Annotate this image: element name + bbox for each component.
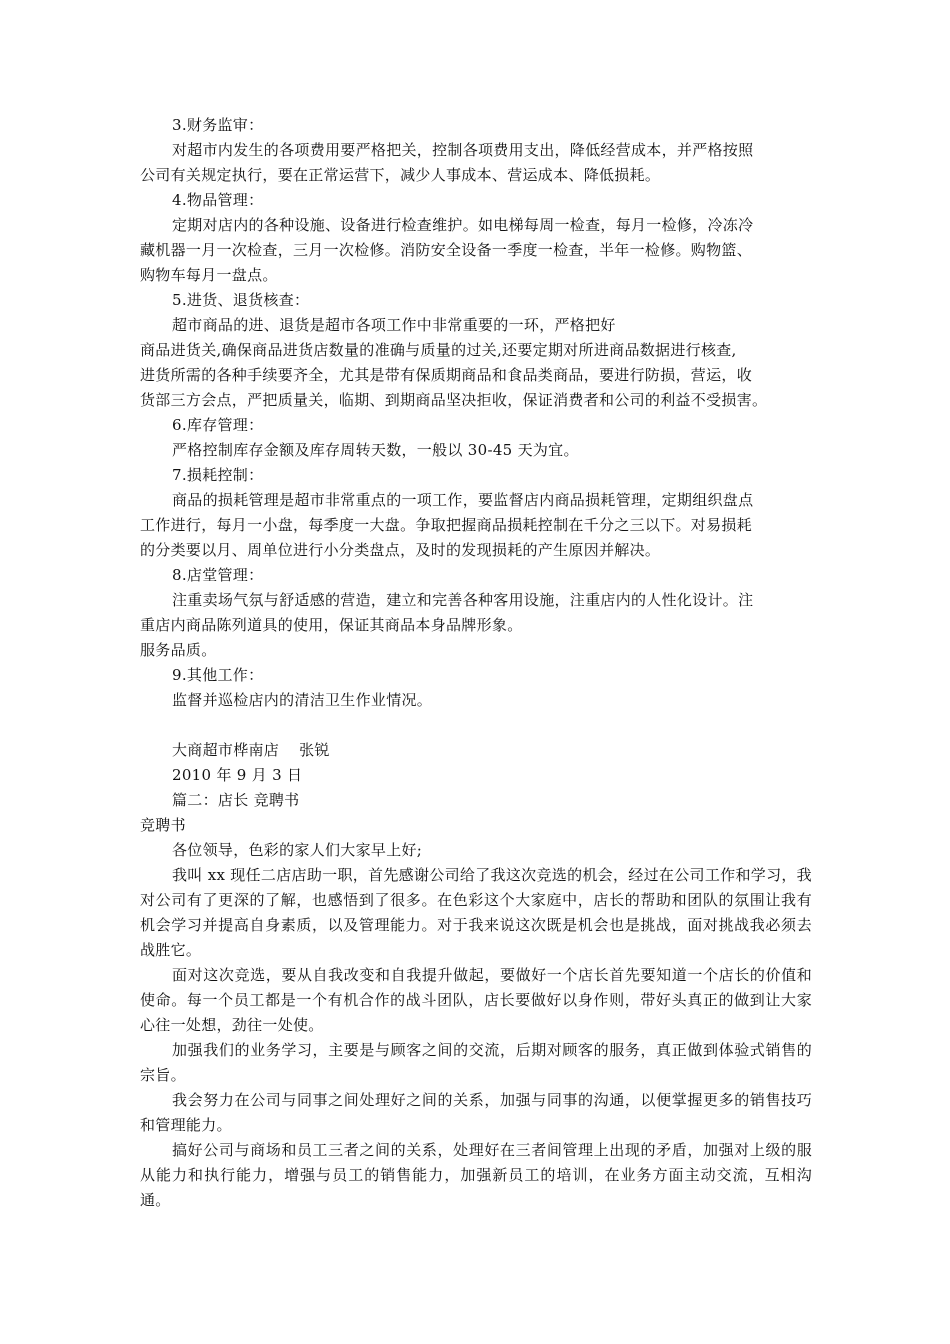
signature-person: 张锐 [299,741,330,759]
section-9-line-1: 监督并巡检店内的清洁卫生作业情况。 [172,691,433,709]
signature-store: 大商超市桦南店 [172,741,280,759]
section-7-line-3: 的分类要以月、周单位进行小分类盘点，及时的发现损耗的产生原因并解决。 [140,541,661,559]
section-8-heading: 8.店堂管理： [172,566,264,584]
section-4-heading: 4.物品管理： [172,191,264,209]
greeting: 各位领导，色彩的家人们大家早上好; [172,841,423,859]
paragraph-4: 我会努力在公司与同事之间处理好之间的关系，加强与同事的沟通，以便掌握更多的销售技巧和管理能力。 [140,1091,812,1134]
section-9-heading: 9.其他工作： [172,666,264,684]
paragraph-3: 加强我们的业务学习，主要是与顾客之间的交流，后期对顾客的服务，真正做到体验式销售的宗旨。 [140,1041,812,1084]
section-5-line-1: 超市商品的进、退货是超市各项工作中非常重要的一环，严格把好 [172,316,616,334]
section-5-line-4: 货部三方会点，严把质量关，临期、到期商品坚决拒收，保证消费者和公司的利益不受损害。 [140,391,768,409]
section-5-heading: 5.进货、退货核查： [172,291,310,309]
paragraph-2: 面对这次竞选，要从自我改变和自我提升做起，要做好一个店长首先要知道一个店长的价值和使命。每一个员工都是一个有机合作的战斗团队，店长要做好以身作则，带好头真正的做到让大家心往一处想，劲往一处使。 [140,966,812,1034]
section-7-line-2: 工作进行，每月一小盘，每季度一大盘。争取把握商品损耗控制在千分之三以下。对易损耗 [140,516,753,534]
section-3-line-1: 对超市内发生的各项费用要严格把关，控制各项费用支出，降低经营成本，并严格按照 [172,141,754,159]
section-3-line-2: 公司有关规定执行，要在正常运营下，减少人事成本、营运成本、降低损耗。 [140,166,661,184]
section-6-heading: 6.库存管理： [172,416,264,434]
section-8-line-1: 注重卖场气氛与舒适感的营造，建立和完善各种客用设施，注重店内的人性化设计。注 [172,591,754,609]
section-8-line-2: 重店内商品陈列道具的使用，保证其商品本身品牌形象。 [140,616,523,634]
section-3-heading: 3.财务监审： [172,116,264,134]
paragraph-1: 我叫 xx 现任二店店助一职，首先感谢公司给了我这次竞选的机会，经过在公司工作和学习，我对公司有了更深的了解，也感悟到了很多。在色彩这个大家庭中，店长的帮助和团队的氛围让我有机会学习并提高自身素质，以及管理能力。对于我来说这次既是机会也是挑战，面对挑战我必须去战胜它。 [140,866,812,959]
section-7-line-1: 商品的损耗管理是超市非常重点的一项工作，要监督店内商品损耗管理，定期组织盘点 [172,491,754,509]
paragraph-5: 搞好公司与商场和员工三者之间的关系，处理好在三者间管理上出现的矛盾，加强对上级的服从能力和执行能力，增强与员工的销售能力，加强新员工的培训，在业务方面主动交流，互相沟通。 [140,1141,812,1209]
signature-date: 2010 年 9 月 3 日 [172,766,303,784]
section-6-line-1: 严格控制库存金额及库存周转天数，一般以 30-45 天为宜。 [172,441,579,459]
signature-line [140,738,812,763]
document-page [140,113,812,1213]
section-7-heading: 7.损耗控制： [172,466,264,484]
part-2-heading: 篇二：店长 竞聘书 [172,791,300,809]
section-5-line-2: 商品进货关,确保商品进货店数量的准确与质量的过关,还要定期对所进商品数据进行核查, [140,341,737,359]
section-4-line-3: 购物车每月一盘点。 [140,266,278,284]
section-5-line-3: 进货所需的各种手续要齐全，尤其是带有保质期商品和食品类商品，要进行防损，营运，收 [140,366,753,384]
blank-line [140,713,812,738]
section-4-line-2: 藏机器一月一次检查，三月一次检修。消防安全设备一季度一检查，半年一检修。购物篮、 [140,241,753,259]
document-title: 竞聘书 [140,816,186,834]
section-8-line-3: 服务品质。 [140,641,217,659]
section-4-line-1: 定期对店内的各种设施、设备进行检查维护。如电梯每周一检查，每月一检修，冷冻冷 [172,216,754,234]
